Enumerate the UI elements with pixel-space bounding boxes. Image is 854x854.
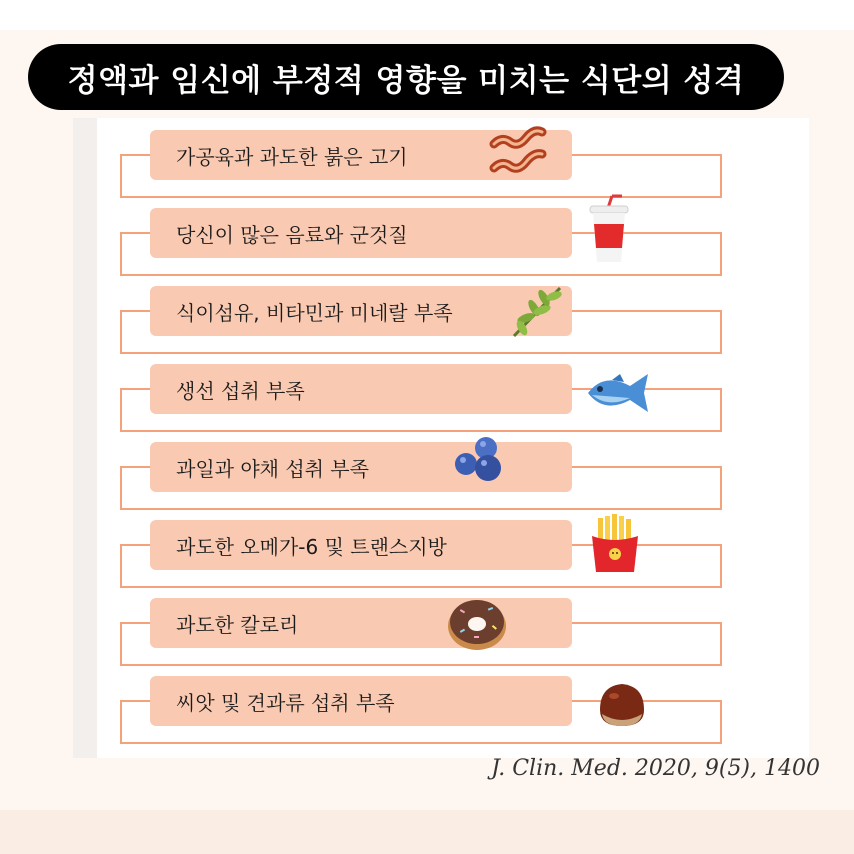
item-pill: [150, 676, 572, 726]
bracket-line: [720, 544, 722, 588]
bracket-line: [120, 700, 122, 744]
bracket-line: [120, 586, 722, 588]
soda-cup-icon: [586, 194, 632, 266]
bracket-line: [120, 622, 122, 666]
item-label: 씨앗 및 견과류 섭취 부족: [176, 690, 395, 715]
chestnut-icon: [596, 680, 648, 730]
item-label: 과도한 칼로리: [176, 612, 299, 637]
bracket-line: [120, 664, 722, 666]
item-label: 가공육과 과도한 붉은 고기: [176, 144, 408, 169]
donut-icon: [446, 594, 508, 652]
blueberries-icon: [452, 434, 508, 486]
bracket-line: [720, 232, 722, 276]
fish-icon: [584, 368, 654, 418]
bracket-line: [120, 430, 722, 432]
bracket-line: [720, 310, 722, 354]
item-pill: [150, 208, 572, 258]
bracket-line: [120, 508, 722, 510]
bracket-line: [720, 622, 722, 666]
bracket-line: [120, 544, 122, 588]
bracket-line: [120, 274, 722, 276]
bracket-line: [120, 544, 150, 546]
list-item: [0, 676, 854, 754]
bracket-line: [120, 388, 122, 432]
bracket-line: [120, 232, 150, 234]
title-bar: [28, 44, 784, 110]
bracket-line: [720, 466, 722, 510]
citation: J. Clin. Med. 2020, 9(5), 1400: [491, 756, 820, 781]
list-item: [0, 130, 854, 208]
list-item: [0, 364, 854, 442]
item-label: 당신이 많은 음료와 군것질: [176, 222, 408, 247]
item-pill: [150, 364, 572, 414]
bracket-line: [120, 310, 122, 354]
page-title: 정액과 임신에 부정적 영향을 미치는 식단의 성격: [67, 62, 745, 99]
item-pill: [150, 442, 572, 492]
bacon-icon: [488, 124, 548, 184]
bracket-line: [720, 154, 722, 198]
item-label: 식이섬유, 비타민과 미네랄 부족: [176, 300, 453, 325]
item-pill: [150, 520, 572, 570]
list-item: [0, 442, 854, 520]
bracket-line: [120, 466, 122, 510]
bracket-line: [120, 700, 150, 702]
bracket-line: [720, 388, 722, 432]
bracket-line: [120, 232, 122, 276]
bracket-line: [572, 622, 722, 624]
list-item: [0, 286, 854, 364]
bracket-line: [120, 154, 122, 198]
item-pill: [150, 598, 572, 648]
list-item: [0, 520, 854, 598]
item-label: 과일과 야채 섭취 부족: [176, 456, 369, 481]
bracket-line: [572, 310, 722, 312]
bracket-line: [720, 700, 722, 744]
bracket-line: [120, 352, 722, 354]
bracket-line: [120, 742, 722, 744]
list-item: [0, 208, 854, 286]
item-label: 과도한 오메가-6 및 트랜스지방: [176, 534, 447, 559]
bracket-line: [120, 310, 150, 312]
list-item: [0, 598, 854, 676]
bracket-line: [120, 154, 150, 156]
bottom-band: [0, 810, 854, 854]
herb-leaves-icon: [508, 282, 566, 340]
bracket-line: [120, 622, 150, 624]
bracket-line: [572, 154, 722, 156]
item-label: 생선 섭취 부족: [176, 378, 305, 403]
french-fries-icon: [588, 514, 642, 574]
bracket-line: [120, 466, 150, 468]
bracket-line: [572, 466, 722, 468]
top-band: [0, 0, 854, 30]
bracket-line: [120, 388, 150, 390]
